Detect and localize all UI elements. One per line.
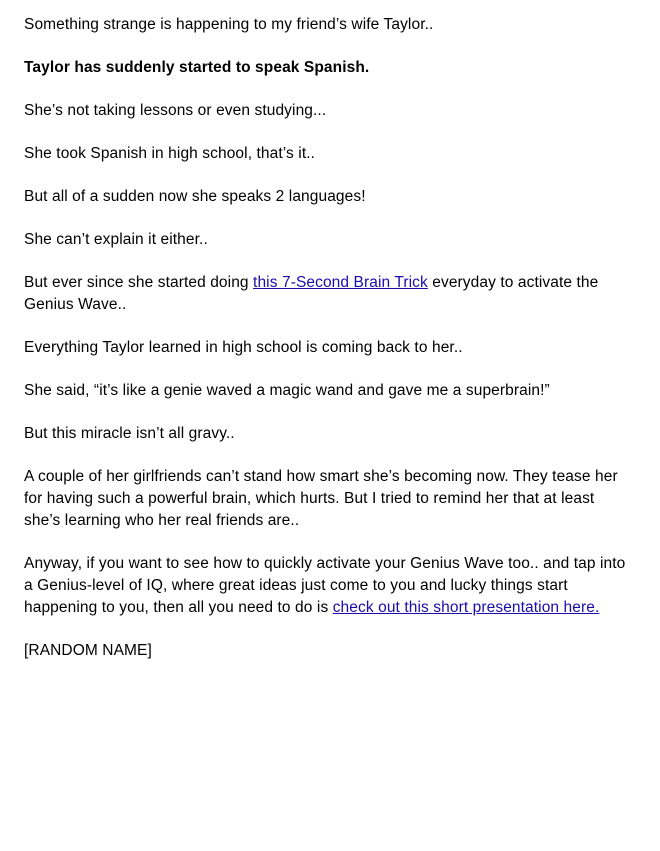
paragraph-spacer: [24, 165, 634, 186]
paragraph-intro: Something strange is happening to my friend’s wife Taylor..: [24, 16, 434, 33]
paragraph-spacer: [24, 316, 634, 337]
paragraph-brain-trick: [24, 272, 634, 316]
presentation-link[interactable]: check out this short presentation here.: [332, 599, 600, 616]
brain-trick-text-after: everyday to activate the Genius Wave..: [24, 274, 599, 313]
paragraph-genie-quote: She said, “it’s like a genie waved a magic wand and gave me a superbrain!”: [24, 382, 550, 399]
paragraph-no-lessons: She’s not taking lessons or even studying...: [24, 102, 327, 119]
paragraph-cant-explain: She can’t explain it either..: [24, 231, 208, 248]
paragraph-spacer: [24, 532, 634, 553]
paragraph-signature: [RANDOM NAME]: [24, 642, 152, 659]
paragraph-spacer: [24, 445, 634, 466]
paragraph-headline: Taylor has suddenly started to speak Spanish.: [24, 59, 370, 76]
paragraph-coming-back: Everything Taylor learned in high school is coming back to her..: [24, 339, 463, 356]
paragraph-two-languages: But all of a sudden now she speaks 2 languages!: [24, 188, 366, 205]
paragraph-spacer: [24, 359, 634, 380]
paragraph-spacer: [24, 79, 634, 100]
paragraph-spacer: [24, 36, 634, 57]
paragraph-spacer: [24, 251, 634, 272]
brain-trick-link[interactable]: this 7-Second Brain Trick: [253, 274, 428, 291]
paragraph-high-school-spanish: She took Spanish in high school, that’s it..: [24, 145, 316, 162]
paragraph-spacer: [24, 208, 634, 229]
paragraph-spacer: [24, 402, 634, 423]
paragraph-spacer: [24, 619, 634, 640]
paragraph-call-to-action: [24, 553, 634, 619]
cta-text-before: Anyway, if you want to see how to quickly activate your Genius Wave too.. and tap into a Genius-level of IQ, where great ideas just come to you and lucky things start happening to you, then all you need to do is: [24, 555, 626, 616]
brain-trick-text-before: But ever since she started doing: [24, 274, 254, 291]
paragraph-spacer: [24, 122, 634, 143]
paragraph-not-all-gravy: But this miracle isn’t all gravy..: [24, 425, 235, 442]
paragraph-girlfriends: A couple of her girlfriends can’t stand how smart she’s becoming now. They tease her for having such a powerful brain, which hurts. But I tried to remind her that at least she’s learning who her real friends are..: [24, 468, 618, 529]
